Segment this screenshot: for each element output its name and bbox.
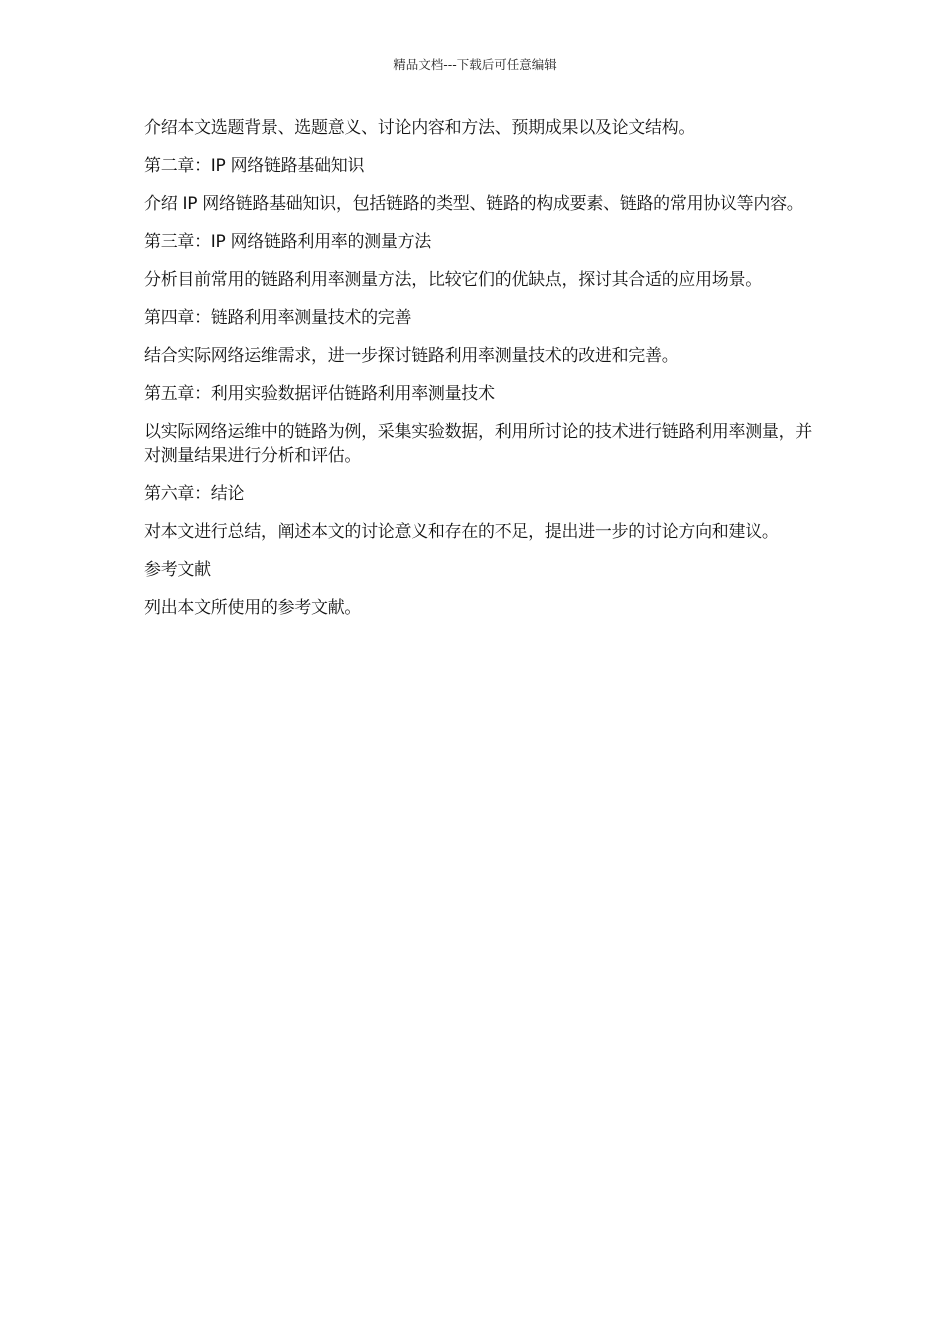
references-heading: 参考文献 [144, 560, 211, 580]
chapter-3-description: 分析目前常用的链路利用率测量方法，比较它们的优缺点，探讨其合适的应用场景。 [144, 270, 762, 290]
document-body [144, 116, 814, 634]
chapter-5-heading: 第五章：利用实验数据评估链路利用率测量技术 [144, 384, 495, 404]
references-description: 列出本文所使用的参考文献。 [144, 598, 362, 618]
chapter-6-description: 对本文进行总结，阐述本文的讨论意义和存在的不足，提出进一步的讨论方向和建议。 [144, 522, 779, 542]
chapter-4-heading: 第四章：链路利用率测量技术的完善 [144, 308, 412, 328]
intro-description: 介绍本文选题背景、选题意义、讨论内容和方法、预期成果以及论文结构。 [144, 118, 696, 138]
chapter-5-description: 以实际网络运维中的链路为例，采集实验数据，利用所讨论的技术进行链路利用率测量，并对测量结果进行分析和评估。 [144, 422, 812, 466]
chapter-4-description: 结合实际网络运维需求，进一步探讨链路利用率测量技术的改进和完善。 [144, 346, 679, 366]
chapter-3-heading: 第三章：IP 网络链路利用率的测量方法 [144, 232, 431, 252]
page-header: 精品文档---下载后可任意编辑 [393, 57, 557, 72]
chapter-6-heading: 第六章：结论 [144, 484, 245, 504]
chapter-2-description: 介绍 IP 网络链路基础知识，包括链路的类型、链路的构成要素、链路的常用协议等内容。 [144, 194, 804, 214]
chapter-2-heading: 第二章：IP 网络链路基础知识 [144, 156, 365, 176]
